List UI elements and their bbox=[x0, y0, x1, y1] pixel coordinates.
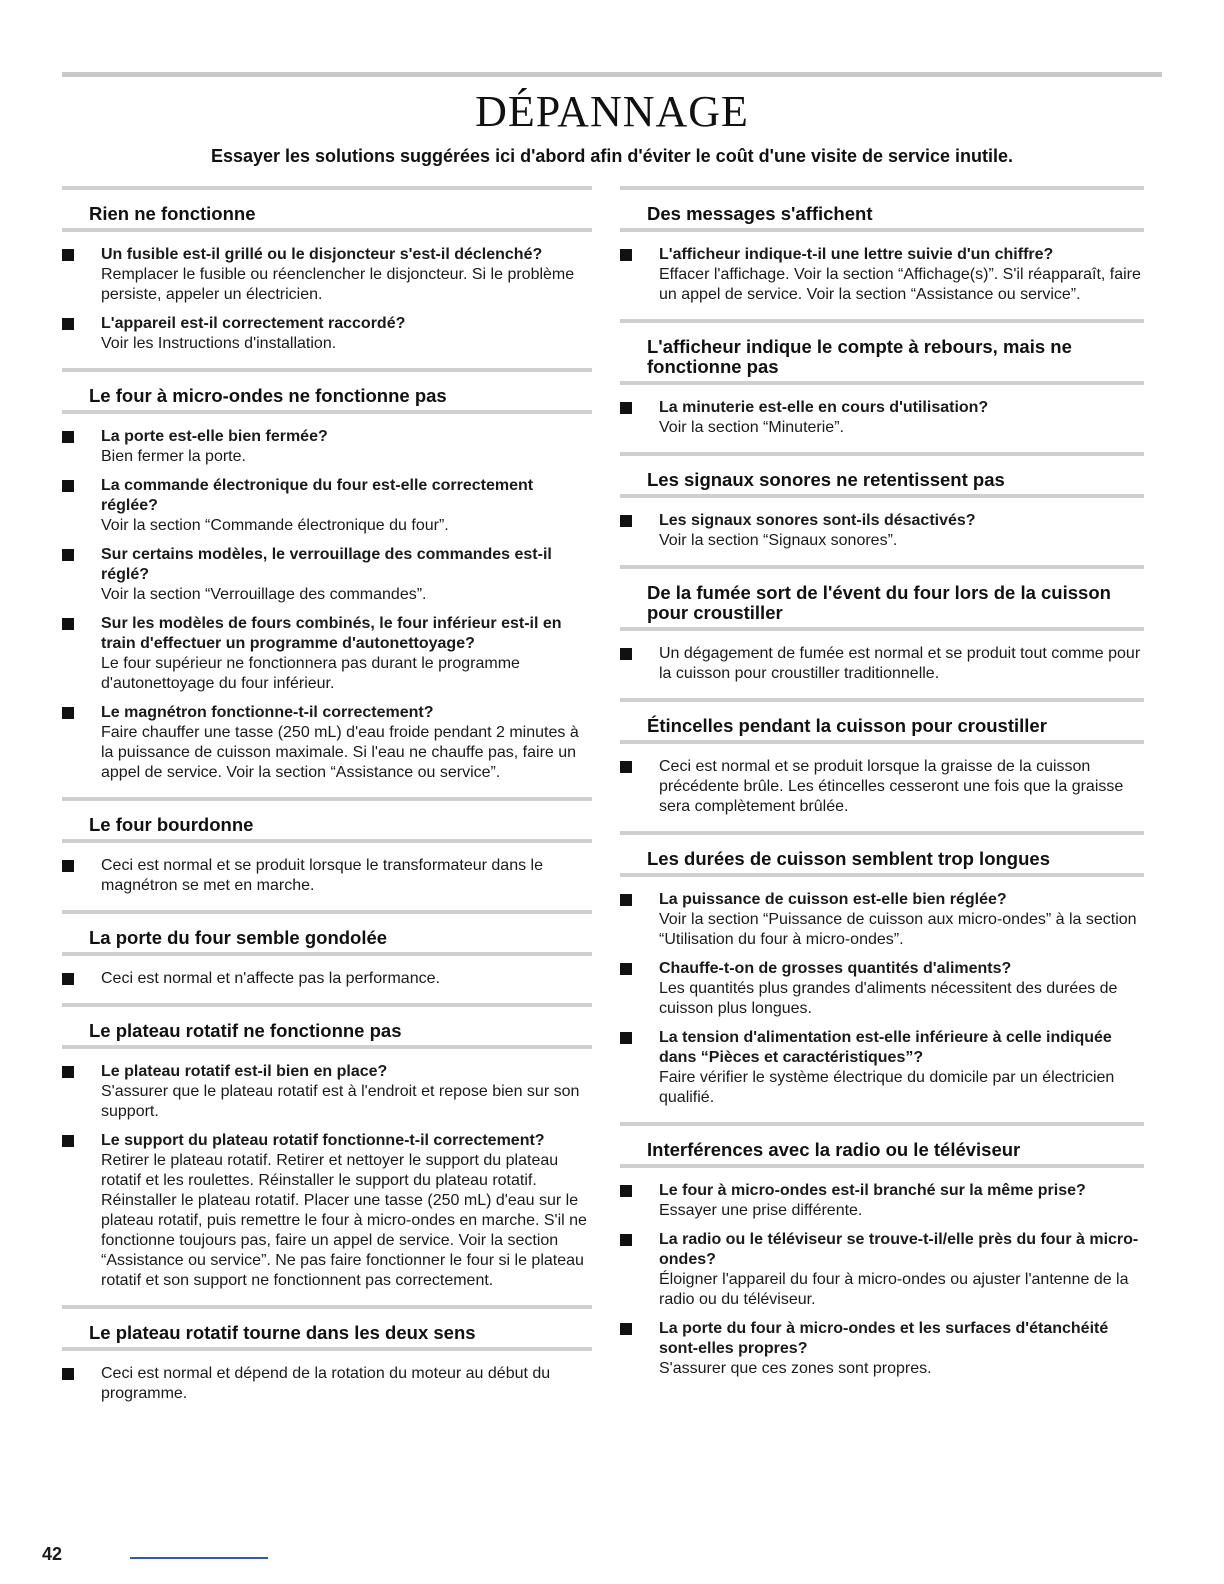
item-text bbox=[101, 314, 592, 354]
item-answer: Faire chauffer une tasse (250 mL) d'eau froide pendant 2 minutes à la puissance de cuisson maximale. Si l'eau ne chauffe pas, faire un appel de service. Voir la section “Assistance ou service”. bbox=[101, 724, 579, 781]
square-bullet-icon bbox=[620, 515, 632, 527]
section-title: Étincelles pendant la cuisson pour croustiller bbox=[647, 715, 1047, 736]
item-text bbox=[101, 614, 592, 694]
square-bullet-icon bbox=[62, 618, 74, 630]
item-answer: Éloigner l'appareil du four à micro-ondes ou ajuster l'antenne de la radio ou du téléviseur. bbox=[659, 1271, 1129, 1308]
section-title: Rien ne fonctionne bbox=[89, 203, 256, 224]
item-text bbox=[101, 476, 592, 536]
troubleshooting-section bbox=[62, 797, 592, 896]
square-bullet-icon bbox=[620, 894, 632, 906]
troubleshooting-section bbox=[620, 319, 1144, 438]
item-answer: Effacer l'affichage. Voir la section “Affichage(s)”. S'il réapparaît, faire un appel de service. Voir la section “Assistance ou service”. bbox=[659, 266, 1141, 303]
item-question: Le magnétron fonctionne-t-il correctement? bbox=[101, 704, 434, 721]
item-answer: Retirer le plateau rotatif. Retirer et nettoyer le support du plateau rotatif et les roulettes. Réinstaller le support du plateau rotatif. Réinstaller le plateau rotatif. Placer une tasse (250 mL) d'eau sur le plateau rotatif, puis remettre le four à micro-ondes en marche. S'il ne fonctionne toujours pas, faire un appel de service. Voir la section “Assistance ou service”. Ne pas faire fonctionner le four si le plateau rotatif et son support ne fonctionnent pas correctement. bbox=[101, 1152, 587, 1289]
item-question: Le plateau rotatif est-il bien en place? bbox=[101, 1063, 388, 1080]
item-text bbox=[659, 890, 1144, 950]
section-items bbox=[62, 956, 592, 989]
square-bullet-icon bbox=[620, 761, 632, 773]
section-title: Le plateau rotatif tourne dans les deux sens bbox=[89, 1322, 476, 1343]
square-bullet-icon bbox=[620, 963, 632, 975]
item-answer: Voir les Instructions d'installation. bbox=[101, 335, 337, 352]
list-item bbox=[620, 1181, 1144, 1221]
item-text bbox=[659, 245, 1144, 305]
section-title: Le four à micro-ondes ne fonctionne pas bbox=[89, 385, 447, 406]
item-question: La minuterie est-elle en cours d'utilisation? bbox=[659, 399, 989, 416]
page-number: 42 bbox=[42, 1544, 63, 1564]
item-text bbox=[659, 1181, 1144, 1221]
item-question: Sur les modèles de fours combinés, le four inférieur est-il en train d'effectuer un programme d'autonettoyage? bbox=[101, 615, 562, 652]
item-text bbox=[659, 511, 1144, 551]
item-answer: Voir la section “Puissance de cuisson aux micro-ondes” à la section “Utilisation du four à micro-ondes”. bbox=[659, 911, 1137, 948]
list-item bbox=[620, 511, 1144, 551]
item-question: La commande électronique du four est-elle correctement réglée? bbox=[101, 477, 534, 514]
item-question: Les signaux sonores sont-ils désactivés? bbox=[659, 512, 976, 529]
list-item bbox=[62, 476, 592, 536]
section-title: Interférences avec la radio ou le téléviseur bbox=[647, 1139, 1021, 1160]
troubleshooting-section bbox=[620, 565, 1144, 684]
item-answer: Ceci est normal et dépend de la rotation du moteur au début du programme. bbox=[101, 1365, 551, 1402]
item-question: La porte est-elle bien fermée? bbox=[101, 428, 328, 445]
square-bullet-icon bbox=[62, 973, 74, 985]
section-title: Les signaux sonores ne retentissent pas bbox=[647, 469, 1005, 490]
section-title: Des messages s'affichent bbox=[647, 203, 873, 224]
list-item bbox=[620, 245, 1144, 305]
list-item bbox=[62, 314, 592, 354]
troubleshooting-section bbox=[62, 186, 592, 354]
section-title: La porte du four semble gondolée bbox=[89, 927, 388, 948]
section-items bbox=[620, 744, 1144, 817]
list-item bbox=[620, 1028, 1144, 1108]
item-answer: Ceci est normal et se produit lorsque le transformateur dans le magnétron se met en marche. bbox=[101, 857, 543, 894]
item-question: Un fusible est-il grillé ou le disjoncteur s'est-il déclenché? bbox=[101, 246, 543, 263]
section-items bbox=[62, 232, 592, 354]
square-bullet-icon bbox=[620, 1185, 632, 1197]
troubleshooting-section bbox=[62, 1305, 592, 1404]
item-answer: Voir la section “Minuterie”. bbox=[659, 419, 844, 436]
item-text bbox=[659, 959, 1144, 1019]
square-bullet-icon bbox=[62, 318, 74, 330]
item-text bbox=[659, 1319, 1144, 1379]
section-items bbox=[620, 877, 1144, 1108]
item-answer: Voir la section “Verrouillage des commandes”. bbox=[101, 586, 427, 603]
list-item bbox=[620, 644, 1144, 684]
item-text bbox=[659, 757, 1144, 817]
square-bullet-icon bbox=[62, 860, 74, 872]
list-item bbox=[62, 969, 592, 989]
square-bullet-icon bbox=[62, 1135, 74, 1147]
list-item bbox=[62, 703, 592, 783]
square-bullet-icon bbox=[620, 1323, 632, 1335]
section-title: L'afficheur indique le compte à rebours, mais ne fonctionne pas bbox=[647, 336, 1072, 377]
top-rule bbox=[62, 72, 1162, 77]
item-text bbox=[101, 1131, 592, 1291]
troubleshooting-section bbox=[620, 831, 1144, 1108]
item-question: L'appareil est-il correctement raccordé? bbox=[101, 315, 406, 332]
item-question: La porte du four à micro-ondes et les surfaces d'étanchéité sont-elles propres? bbox=[659, 1320, 1109, 1357]
item-text bbox=[101, 427, 592, 467]
section-items bbox=[62, 414, 592, 783]
list-item bbox=[62, 856, 592, 896]
list-item bbox=[62, 545, 592, 605]
item-text bbox=[101, 245, 592, 305]
item-answer: S'assurer que ces zones sont propres. bbox=[659, 1360, 932, 1377]
section-title: Les durées de cuisson semblent trop longues bbox=[647, 848, 1050, 869]
item-answer: Le four supérieur ne fonctionnera pas durant le programme d'autonettoyage du four inférieur. bbox=[101, 655, 520, 692]
square-bullet-icon bbox=[62, 480, 74, 492]
item-text bbox=[101, 856, 592, 896]
section-title: Le plateau rotatif ne fonctionne pas bbox=[89, 1020, 402, 1041]
item-question: La radio ou le téléviseur se trouve-t-il/elle près du four à micro-ondes? bbox=[659, 1231, 1139, 1268]
section-items bbox=[620, 498, 1144, 551]
list-item bbox=[620, 890, 1144, 950]
list-item bbox=[620, 757, 1144, 817]
page-subtitle: Essayer les solutions suggérées ici d'abord afin d'éviter le coût d'une visite de service inutile. bbox=[210, 146, 1014, 166]
item-question: Le four à micro-ondes est-il branché sur la même prise? bbox=[659, 1182, 1086, 1199]
square-bullet-icon bbox=[620, 1032, 632, 1044]
square-bullet-icon bbox=[62, 1066, 74, 1078]
item-question: La puissance de cuisson est-elle bien réglée? bbox=[659, 891, 1007, 908]
list-item bbox=[62, 614, 592, 694]
item-question: Le support du plateau rotatif fonctionne-t-il correctement? bbox=[101, 1132, 545, 1149]
item-text bbox=[101, 703, 592, 783]
section-items bbox=[620, 631, 1144, 684]
item-answer: Faire vérifier le système électrique du domicile par un électricien qualifié. bbox=[659, 1069, 1115, 1106]
item-text bbox=[659, 398, 1144, 438]
square-bullet-icon bbox=[62, 249, 74, 261]
item-answer: Voir la section “Signaux sonores”. bbox=[659, 532, 898, 549]
item-question: L'afficheur indique-t-il une lettre suivie d'un chiffre? bbox=[659, 246, 1054, 263]
item-text bbox=[659, 1028, 1144, 1108]
item-text bbox=[101, 969, 592, 989]
list-item bbox=[620, 398, 1144, 438]
list-item bbox=[62, 1062, 592, 1122]
item-answer: Les quantités plus grandes d'aliments nécessitent des durées de cuisson plus longues. bbox=[659, 980, 1118, 1017]
square-bullet-icon bbox=[620, 648, 632, 660]
list-item bbox=[62, 427, 592, 467]
list-item bbox=[62, 1131, 592, 1291]
list-item bbox=[620, 959, 1144, 1019]
troubleshooting-section bbox=[62, 1003, 592, 1291]
footer-line bbox=[130, 1557, 268, 1559]
item-answer: Voir la section “Commande électronique du four”. bbox=[101, 517, 449, 534]
section-items bbox=[62, 1049, 592, 1291]
list-item bbox=[62, 1364, 592, 1404]
item-text bbox=[101, 1364, 592, 1404]
item-answer: Essayer une prise différente. bbox=[659, 1202, 863, 1219]
item-text bbox=[659, 644, 1144, 684]
item-text bbox=[101, 1062, 592, 1122]
list-item bbox=[620, 1230, 1144, 1310]
section-items bbox=[620, 232, 1144, 305]
item-question: La tension d'alimentation est-elle inférieure à celle indiquée dans “Pièces et caractéristiques”? bbox=[659, 1029, 1112, 1066]
item-answer: Un dégagement de fumée est normal et se produit tout comme pour la cuisson pour croustiller traditionnelle. bbox=[659, 645, 1141, 682]
square-bullet-icon bbox=[62, 1368, 74, 1380]
item-answer: Bien fermer la porte. bbox=[101, 448, 246, 465]
square-bullet-icon bbox=[62, 707, 74, 719]
item-text bbox=[101, 545, 592, 605]
item-answer: Ceci est normal et n'affecte pas la performance. bbox=[101, 970, 440, 987]
section-title: De la fumée sort de l'évent du four lors de la cuisson pour croustiller bbox=[647, 582, 1111, 623]
troubleshooting-section bbox=[620, 1122, 1144, 1379]
troubleshooting-section bbox=[62, 910, 592, 989]
page-title: DÉPANNAGE bbox=[475, 87, 749, 136]
list-item bbox=[620, 1319, 1144, 1379]
square-bullet-icon bbox=[62, 549, 74, 561]
left-column bbox=[62, 186, 592, 1418]
list-item bbox=[62, 245, 592, 305]
section-items bbox=[620, 1168, 1144, 1379]
section-items bbox=[62, 843, 592, 896]
section-items bbox=[620, 385, 1144, 438]
section-title: Le four bourdonne bbox=[89, 814, 254, 835]
item-answer: Remplacer le fusible ou réenclencher le disjoncteur. Si le problème persiste, appeler un électricien. bbox=[101, 266, 575, 303]
item-text bbox=[659, 1230, 1144, 1310]
troubleshooting-section bbox=[620, 186, 1144, 305]
troubleshooting-section bbox=[620, 698, 1144, 817]
troubleshooting-section bbox=[62, 368, 592, 783]
item-answer: S'assurer que le plateau rotatif est à l'endroit et repose bien sur son support. bbox=[101, 1083, 580, 1120]
item-question: Chauffe-t-on de grosses quantités d'aliments? bbox=[659, 960, 1012, 977]
troubleshooting-section bbox=[620, 452, 1144, 551]
right-column bbox=[620, 186, 1144, 1393]
square-bullet-icon bbox=[620, 249, 632, 261]
item-answer: Ceci est normal et se produit lorsque la graisse de la cuisson précédente brûle. Les étincelles cesseront une fois que la graisse sera complètement brûlée. bbox=[659, 758, 1124, 815]
section-items bbox=[62, 1351, 592, 1404]
square-bullet-icon bbox=[620, 1234, 632, 1246]
square-bullet-icon bbox=[620, 402, 632, 414]
square-bullet-icon bbox=[62, 431, 74, 443]
item-question: Sur certains modèles, le verrouillage des commandes est-il réglé? bbox=[101, 546, 552, 583]
